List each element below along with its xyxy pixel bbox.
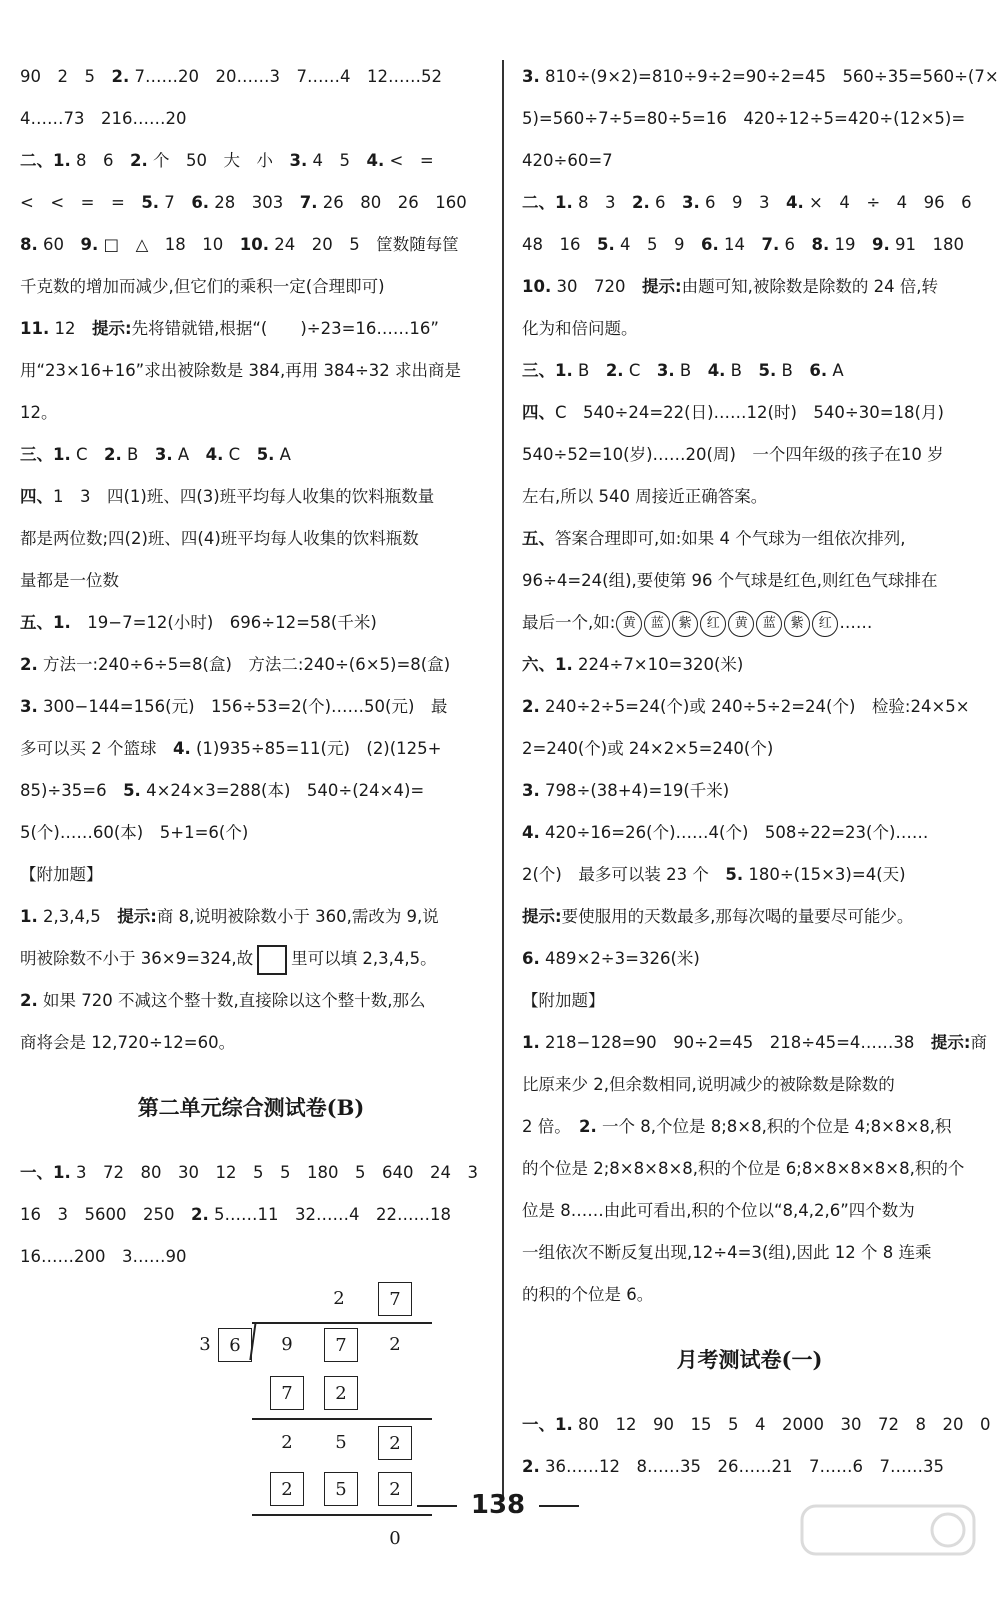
answer-line: 五、答案合理即可,如:如果 4 个气球为一组依次排列, [522,529,906,548]
answer-line: 48 16 5. 4 5 9 6. 14 7. 6 8. 19 9. 91 180 [522,235,964,254]
answer-line: 的个位是 2;8×8×8×8,积的个位是 6;8×8×8×8×8,积的个 [522,1159,965,1178]
right-column [522,56,999,1488]
dividend-digit: 9 [281,1334,293,1355]
page-number: 138 [470,1490,526,1520]
answer-line: 最后一个,如: 黄 蓝 紫 红 黄 蓝 紫 红 …… [522,602,977,644]
answer-line: 16 3 5600 250 2. 5……11 32……4 22……18 [20,1205,451,1224]
answer-line: 【附加题】 [20,865,103,884]
product-digit-box: 2 [324,1376,358,1410]
difference-digit-box: 2 [378,1426,412,1460]
answer-line: 商将会是 12,720÷12=60。 [20,1033,236,1052]
answer-line: < < = = 5. 7 6. 28 303 7. 26 80 26 160 [20,193,467,212]
answer-line: 比原来少 2,但余数相同,说明减少的被除数是除数的 [522,1075,895,1094]
footer-dash-left [417,1505,457,1507]
answer-line: 2. 方法一:240÷6÷5=8(盒) 方法二:240÷(6×5)=8(盒) [20,655,451,674]
answer-line: 六、1. 224÷7×10=320(米) [522,655,744,674]
answer-line: 90 2 5 2. 7……20 20……3 7……4 12……52 [20,67,442,86]
answer-line: 1. 218−128=90 90÷2=45 218÷45=4……38 提示:商 [522,1033,988,1052]
answer-line: 6. 489×2÷3=326(米) [522,949,700,968]
unit2-test-title: 第二单元综合测试卷(B) [137,1095,365,1120]
answer-line: 12。 [20,403,58,422]
left-column [20,56,482,1582]
answer-line: 2. 36……12 8……35 26……21 7……6 7……35 [522,1457,944,1476]
division-top-line [252,1322,432,1324]
answer-line: 2(个) 最多可以装 23 个 5. 180÷(15×3)=4(天) [522,865,906,884]
right-answer-block [522,56,999,1316]
answer-line: 的积的个位是 6。 [522,1285,654,1304]
difference-digit: 2 [281,1432,293,1453]
answer-line: 明被除数不小于 36×9=324,故 里可以填 2,3,4,5。 [20,938,482,980]
answer-line: 用“23×16+16”求出被除数是 384,再用 384÷32 求出商是 [20,361,462,380]
answer-line: 多可以买 2 个篮球 4. (1)935÷85=11(元) (2)(125+ [20,739,442,758]
answer-line: 96÷4=24(组),要使第 96 个气球是红色,则红色气球排在 [522,571,938,590]
answer-line: 16……200 3……90 [20,1247,187,1266]
unit2-answer-block [20,1152,482,1278]
answer-line: 都是两位数;四(2)班、四(4)班平均每人收集的饮料瓶数 [20,529,419,548]
answer-line: 提示:要使服用的天数最多,那每次喝的量要尽可能少。 [522,907,914,926]
long-division-figure [20,1282,482,1582]
answer-line: 2. 如果 720 不减这个整十数,直接除以这个整十数,那么 [20,991,426,1010]
answer-line: 11. 12 提示:先将错就错,根据“( )÷23=16……16” [20,319,439,338]
monthly-test-answer-block [522,1404,991,1488]
answer-line: 五、1. 19−7=12(小时) 696÷12=58(千米) [20,613,377,632]
answer-line: 化为和倍问题。 [522,319,638,338]
answer-line: 四、C 540÷24=22(日)……12(时) 540÷30=18(月) [522,403,944,422]
answer-line: 二、1. 8 6 2. 个 50 大 小 3. 4 5 4. < = [20,151,434,170]
answer-line: 一、1. 80 12 90 15 5 4 2000 30 72 8 20 0 [522,1415,991,1434]
remainder-digit: 0 [389,1528,401,1549]
answer-line: 420÷60=7 [522,151,613,170]
answer-line: 10. 30 720 提示:由题可知,被除数是除数的 24 倍,转 [522,277,939,296]
answer-line: 4. 420÷16=26(个)……4(个) 508÷22=23(个)…… [522,823,929,842]
answer-line: 3. 798÷(38+4)=19(千米) [522,781,730,800]
answer-line: 四、1 3 四(1)班、四(3)班平均每人收集的饮料瓶数量 [20,487,435,506]
product-digit-box: 7 [270,1376,304,1410]
answer-line: 量都是一位数 [20,571,119,590]
product-digit-box: 2 [378,1472,412,1506]
product-digit-box: 5 [324,1472,358,1506]
quotient-digit: 2 [333,1288,345,1309]
answer-line: 一、1. 3 72 80 30 12 5 5 180 5 640 24 3 [20,1163,478,1182]
quotient-digit-box: 7 [378,1282,412,1316]
product-digit-box: 2 [270,1472,304,1506]
dividend-digit-box: 7 [324,1328,358,1362]
column-divider [502,60,504,1500]
answer-line: 4……73 216……20 [20,109,187,128]
monthly-test-title: 月考测试卷(一) [676,1347,823,1372]
answer-line: 5(个)……60(本) 5+1=6(个) [20,823,249,842]
answer-line: 8. 60 9. □ △ 18 10 10. 24 20 5 筐数随每筐 [20,235,459,254]
answer-line: 1. 2,3,4,5 提示:商 8,说明被除数小于 360,需改为 9,说 [20,907,439,926]
answer-line: 【附加题】 [522,991,605,1010]
answer-line: 85)÷35=6 5. 4×24×3=288(本) 540÷(24×4)= [20,781,425,800]
answer-line: 千克数的增加而减少,但它们的乘积一定(合理即可) [20,277,385,296]
dividend-digit: 2 [389,1334,401,1355]
answer-line: 5)=560÷7÷5=80÷5=16 420÷12÷5=420÷(12×5)= [522,109,966,128]
answer-line: 3. 300−144=156(元) 156÷53=2(个)……50(元) 最 [20,697,448,716]
divisor-digit: 3 [199,1334,211,1355]
answer-line: 2 倍。 2. 一个 8,个位是 8;8×8,积的个位是 4;8×8×8,积 [522,1117,952,1136]
divisor-digit-box: 6 [218,1328,252,1362]
answer-line: 位是 8……由此可看出,积的个位以“8,4,2,6”四个数为 [522,1201,915,1220]
answer-line: 2=240(个)或 24×2×5=240(个) [522,739,774,758]
difference-digit: 5 [335,1432,347,1453]
footer-dash-right [539,1505,579,1507]
answer-line: 三、1. C 2. B 3. A 4. C 5. A [20,445,291,464]
answer-line: 二、1. 8 3 2. 6 3. 6 9 3 4. × 4 ÷ 4 96 6 [522,193,972,212]
answer-line: 2. 240÷2÷5=24(个)或 240÷5÷2=24(个) 检验:24×5× [522,697,970,716]
answer-line: 540÷52=10(岁)……20(周) 一个四年级的孩子在10 岁 [522,445,944,464]
answer-line: 三、1. B 2. C 3. B 4. B 5. B 6. A [522,361,844,380]
watermark-icon [798,1500,978,1560]
answer-line: 一组依次不断反复出现,12÷4=3(组),因此 12 个 8 连乘 [522,1243,932,1262]
answer-line: 左右,所以 540 周接近正确答案。 [522,487,768,506]
watermark-logo [798,1500,978,1590]
answer-line: 3. 810÷(9×2)=810÷9÷2=90÷2=45 560÷35=560÷(7× [522,67,999,86]
division-subtract-line [252,1418,432,1420]
left-answer-block [20,56,482,1064]
